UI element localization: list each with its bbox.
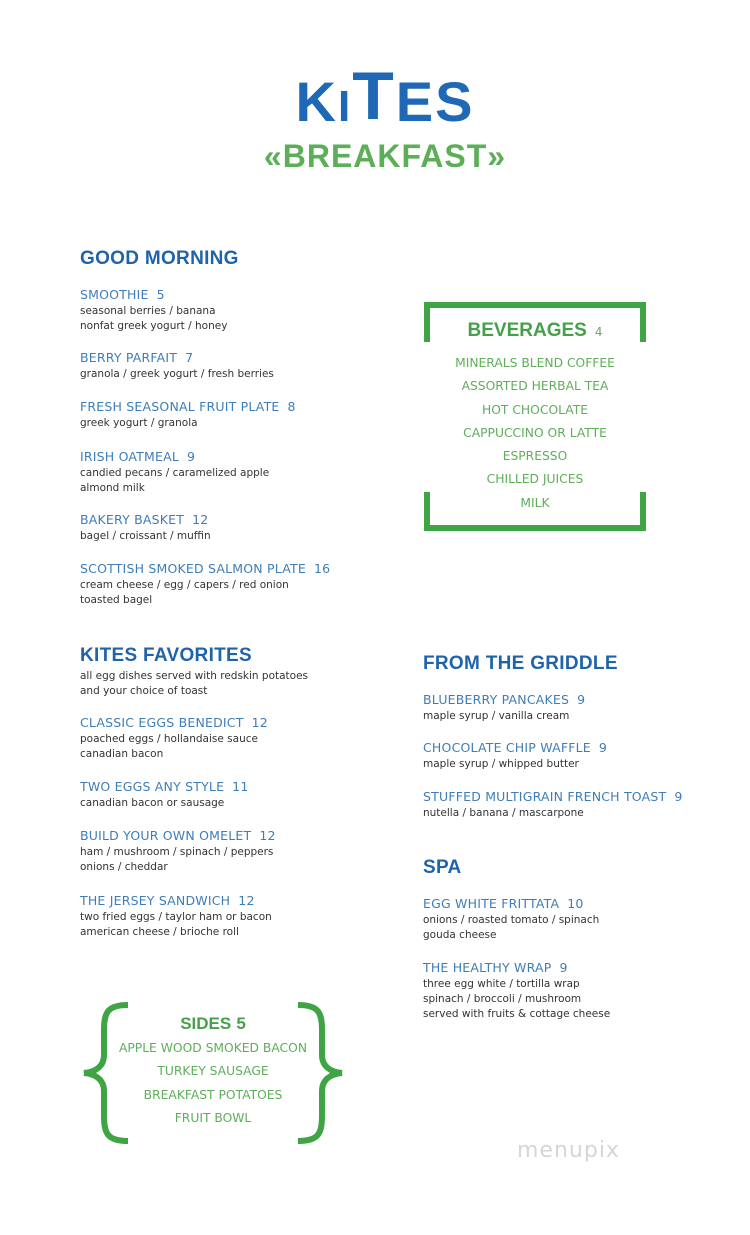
logo-letter: K xyxy=(295,70,338,133)
favorites-note xyxy=(80,669,308,699)
sides-title xyxy=(100,1012,326,1036)
item-name: CLASSIC EGGS BENEDICT xyxy=(80,715,244,730)
side-item: FRUIT BOWL xyxy=(174,1110,252,1125)
item-description: candied pecans / caramelized apple xyxy=(80,466,270,479)
menu-item xyxy=(423,896,599,943)
item-price: 9 xyxy=(187,449,196,464)
item-description: gouda cheese xyxy=(423,928,497,941)
item-name: BUILD YOUR OWN OMELET xyxy=(80,828,252,843)
item-price: 9 xyxy=(577,692,586,707)
menu-item xyxy=(80,828,276,875)
beverages-heading: BEVERAGES xyxy=(467,320,587,341)
menu-item xyxy=(423,692,585,724)
item-name: THE HEALTHY WRAP xyxy=(423,960,552,975)
beverage-item: MINERALS BLEND COFFEE xyxy=(455,356,615,370)
item-name: THE JERSEY SANDWICH xyxy=(80,893,231,908)
section-title-spa: SPA xyxy=(423,857,462,878)
item-description: onions / cheddar xyxy=(80,860,168,873)
menu-item xyxy=(80,350,274,382)
beverage-item: CAPPUCCINO OR LATTE xyxy=(463,425,607,440)
item-name: SCOTTISH SMOKED SALMON PLATE xyxy=(80,561,306,576)
item-title xyxy=(423,960,610,976)
item-price: 9 xyxy=(674,789,683,804)
menu-item xyxy=(423,740,607,772)
item-description: maple syrup / vanilla cream xyxy=(423,709,570,722)
item-name: FRESH SEASONAL FRUIT PLATE xyxy=(80,399,280,414)
item-description: onions / roasted tomato / spinach xyxy=(423,913,600,926)
sides-price: 5 xyxy=(236,1014,246,1033)
item-title xyxy=(423,692,585,708)
beverages-price: 4 xyxy=(594,325,603,339)
item-price: 7 xyxy=(185,350,194,365)
item-price: 9 xyxy=(559,960,568,975)
kites-logo xyxy=(0,58,750,137)
item-description: ham / mushroom / spinach / peppers xyxy=(80,845,274,858)
logo-letter: ES xyxy=(395,70,475,133)
item-name: IRISH OATMEAL xyxy=(80,449,179,464)
item-description: toasted bagel xyxy=(80,593,153,606)
beverage-item: ESPRESSO xyxy=(502,449,568,464)
item-name: BERRY PARFAIT xyxy=(80,350,178,365)
item-price: 12 xyxy=(251,715,268,730)
item-description: canadian bacon or sausage xyxy=(80,796,225,809)
section-title-kites-favorites: KITES FAVORITES xyxy=(80,645,253,666)
item-description: canadian bacon xyxy=(80,747,164,760)
item-description: american cheese / brioche roll xyxy=(80,925,239,938)
item-description: maple syrup / whipped butter xyxy=(423,757,579,770)
item-description: seasonal berries / banana xyxy=(80,304,216,317)
menu-item xyxy=(80,715,268,762)
item-description: poached eggs / hollandaise sauce xyxy=(80,732,258,745)
item-price: 12 xyxy=(192,512,209,527)
item-title xyxy=(423,789,682,805)
beverages-title xyxy=(427,320,643,342)
menu-item xyxy=(80,512,211,544)
item-name: STUFFED MULTIGRAIN FRENCH TOAST xyxy=(423,789,667,804)
item-description: served with fruits & cottage cheese xyxy=(423,1007,611,1020)
menu-item xyxy=(423,960,610,1022)
item-description: almond milk xyxy=(80,481,145,494)
menu-item xyxy=(80,779,248,811)
item-title xyxy=(80,287,227,303)
note-line: and your choice of toast xyxy=(80,685,208,697)
item-title xyxy=(423,896,599,912)
item-name: BAKERY BASKET xyxy=(80,512,185,527)
item-title xyxy=(80,779,248,795)
item-price: 8 xyxy=(287,399,296,414)
section-title-good-morning: GOOD MORNING xyxy=(80,248,239,269)
item-description: two fried eggs / taylor ham or bacon xyxy=(80,910,272,923)
item-description: bagel / croissant / muffin xyxy=(80,529,211,542)
item-title xyxy=(423,740,607,756)
item-price: 12 xyxy=(259,828,276,843)
beverage-item: MILK xyxy=(520,495,550,510)
item-price: 5 xyxy=(156,287,165,302)
side-item: BREAKFAST POTATOES xyxy=(143,1087,283,1102)
logo-letter: T xyxy=(352,58,396,134)
logo-letter: I xyxy=(337,82,353,131)
item-title xyxy=(80,350,274,366)
menu-item xyxy=(423,789,682,821)
side-item: APPLE WOOD SMOKED BACON xyxy=(118,1041,308,1055)
item-name: TWO EGGS ANY STYLE xyxy=(80,779,225,794)
item-description: granola / greek yogurt / fresh berries xyxy=(80,367,274,380)
item-price: 9 xyxy=(598,740,608,755)
side-item: TURKEY SAUSAGE xyxy=(157,1064,269,1079)
menu-item xyxy=(80,561,330,608)
item-name: CHOCOLATE CHIP WAFFLE xyxy=(423,740,591,755)
menu-item xyxy=(80,893,272,940)
section-title-griddle: FROM THE GRIDDLE xyxy=(423,653,618,674)
beverage-item: CHILLED JUICES xyxy=(486,472,584,487)
beverage-item: HOT CHOCOLATE xyxy=(482,402,588,417)
item-title xyxy=(80,449,269,465)
item-name: BLUEBERRY PANCAKES xyxy=(423,692,570,707)
item-description: three egg white / tortilla wrap xyxy=(423,977,580,990)
item-description: greek yogurt / granola xyxy=(80,416,198,429)
item-name: SMOOTHIE xyxy=(80,287,149,302)
item-price: 10 xyxy=(567,896,584,911)
item-description: cream cheese / egg / capers / red onion xyxy=(80,578,289,591)
item-title xyxy=(80,828,276,844)
item-name: EGG WHITE FRITTATA xyxy=(423,896,560,911)
menu-item xyxy=(80,399,296,431)
item-title xyxy=(80,561,330,577)
menu-item xyxy=(80,449,269,496)
item-description: nutella / banana / mascarpone xyxy=(423,806,584,819)
item-price: 11 xyxy=(232,779,249,794)
item-price: 16 xyxy=(313,561,331,576)
item-title xyxy=(80,715,268,731)
item-price: 12 xyxy=(238,893,255,908)
menupix-watermark: menupix xyxy=(517,1138,620,1163)
menu-item xyxy=(80,287,227,334)
beverage-item: ASSORTED HERBAL TEA xyxy=(461,379,609,394)
item-title xyxy=(80,893,272,909)
item-description: nonfat greek yogurt / honey xyxy=(80,319,228,332)
item-title xyxy=(80,399,296,415)
menu-subtitle: «BREAKFAST» xyxy=(263,138,507,174)
sides-heading: SIDES xyxy=(180,1014,232,1033)
item-title xyxy=(80,512,211,528)
note-line: all egg dishes served with redskin potatoes xyxy=(80,670,309,682)
item-description: spinach / broccoli / mushroom xyxy=(423,992,582,1005)
